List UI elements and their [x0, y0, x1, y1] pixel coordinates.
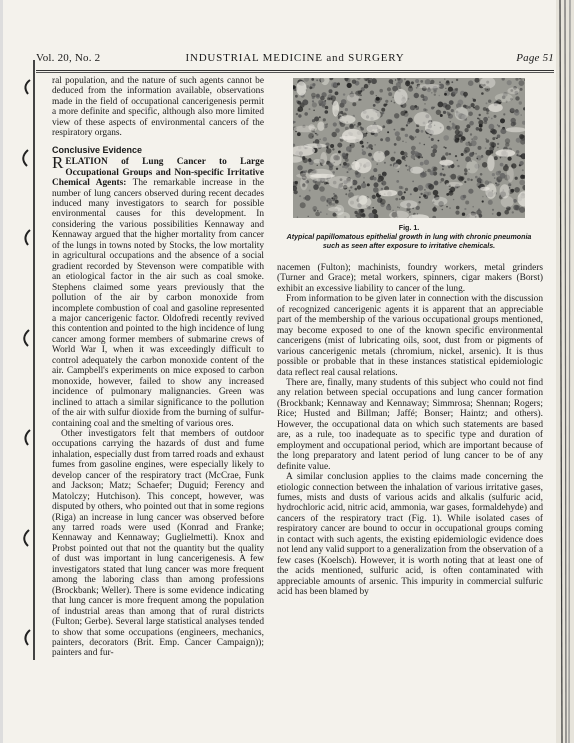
paragraph-relation	[52, 153, 264, 429]
paragraph-body: The remarkable increase in the number of lung cancers observed during recent decades induced many investigators to search for possible environmental causes for this development. In considering the various possibilities Kennaway and Kennaway argued that the higher mortality from cancer of the lungs in towns noted by Stocks, the low mortality in agricultural occupations and the absence of a social gradient recorded by Stevenson were compatible with an etiological factor in the air such as coal smoke. Stephens claimed some years previously that the pollution of the air by carbon monoxide from incomplete combustion of coal and gasoline represented a major cancerigenic factor. Oldofredi recently revived this contention and pointed to the high incidence of lung cancer among former members of submarine crews of World War I, when it was exceedingly difficult to control adequately the carbon monoxide content of the air. Campbell's experiments on mice exposed to carbon monoxide, however, failed to show any increased incidence of pulmonary malignancies. Green was inclined to attach a similar significance to the pollution of the air with sulfur dioxide from the burning of sulfur-containing coal and the smelting of various ores.	[52, 178, 264, 429]
header-page-number: Page 51	[516, 52, 554, 64]
figure-number: Fig. 1.	[398, 224, 420, 232]
figure-caption-text: Atypical papillomatous epithelial growth in lung with chronic pneumonia such as seen after exposure to irritative chemicals.	[286, 233, 532, 250]
scan-binding-edge	[0, 0, 40, 743]
paragraph-furnacemen: nacemen (Fulton); machinists, foundry workers, metal grinders (Turner and Grace); metal workers, spinners, cigar makers (Borst) exhibit an excessive liability to cancer of the lung.	[277, 263, 543, 294]
scan-page-edge	[556, 0, 574, 743]
paragraph-lead: ELATION of Lung Cancer to Large Occupational Groups and Non-specific Irritative Chemical Agents:	[52, 157, 264, 189]
paragraph-finally: There are, finally, many students of this subject who could not find any relation between special occupations and lung cancer formation (Brockbank; Kennaway and Kennaway; Simmrosa; Shennan; Rogers; Rice; Husted and Billman; Jaffé; Bonser; Haintz; and others). However, the occupational data on which such statements are based are, as a rule, too inadequate as to specific type and duration of employment and occupational period, which are important because of the long preparatory and latent period of lung cancer to be of any definite value.	[277, 377, 543, 472]
drop-cap: R	[52, 153, 64, 173]
header-rule-secondary	[36, 72, 554, 73]
intro-paragraph: ral population, and the nature of such agents cannot be deduced from the information available, observations made in the field of occupational cancerigenesis permit a more definite and specific, although also more limited view of these aspects of environmental cancers of the respiratory organs.	[52, 76, 264, 139]
figure-micrograph	[293, 78, 525, 218]
section-title: Conclusive Evidence	[52, 144, 143, 155]
left-column	[52, 76, 264, 659]
header-volume: Vol. 20, No. 2	[36, 52, 101, 64]
right-column	[277, 263, 543, 598]
header-journal: INDUSTRIAL MEDICINE and SURGERY	[185, 52, 405, 64]
paragraph-other-investigators: Other investigators felt that members of outdoor occupations carrying the hazards of dust and fume inhalation, especially dust from tarred roads and exhaust fumes from gasoline engines, were especially likely to develop cancer of the respiratory tract (McCrae, Funk and Jackson; Matz; Schaefer; Duguid; Ferency and Matolczy; Hutchison). This concept, however, was disputed by others, who pointed out that in some regions (Riga) an increase in lung cancer was observed before any tarred roads were used (Konrad and Franke; Kennaway and Kennaway; Guglielmetti). Knox and Probst pointed out that not the quantity but the quality of dust was important in lung cancerigenesis. A few investigators stated that lung cancer was more frequent among the laboring class than among professions (Brockbank; Weller). There is some evidence indicating that lung cancer is more frequent among the population of industrial areas than among that of rural districts (Fulton; Gerbe). Several large statistical analyses tended to show that some occupations (engineers, mechanics, painters, decorators (Brit. Emp. Cancer Campaign)); painters and fur-	[52, 428, 264, 659]
micrograph-image	[293, 78, 525, 218]
paragraph-similar-conclusion: A similar conclusion applies to the claims made concerning the etiologic connection between the inhalation of various irritative gases, fumes, mists and dusts of various acids and alkalis (sulfuric acid, hydrochloric acid, nitric acid, ammonia, war gases, formaldehyde) and cancers of the respiratory tract (Fig. 1). While isolated cases of respiratory cancer are bound to occur in occupational groups coming in contact with such agents, the existing epidemiologic evidence does not lend any valid support to a generalization from the observation of a few cases (Koelsch). However, it is worth noting that at least one of the acids mentioned, sulfuric acid, is often contaminated with appreciable amounts of arsenic. This impurity in commercial sulfuric acid has been blamed by	[277, 472, 543, 598]
paragraph-information: From information to be given later in connection with the discussion of recognized cancerigenic agents it is apparent that an appreciable part of the membership of the various occupational groups mentioned, may become exposed to one of the known specific environmental cancerigens (mist of lubricating oils, soot, dust from or pigments of various cancerigenic metals (chromium, nickel, arsenic). It is thus possible or probable that in these instances statistical epidemiologic data reflect real causal relations.	[277, 294, 543, 378]
figure-caption	[283, 224, 535, 250]
running-header	[36, 52, 554, 68]
header-rule	[36, 70, 554, 71]
